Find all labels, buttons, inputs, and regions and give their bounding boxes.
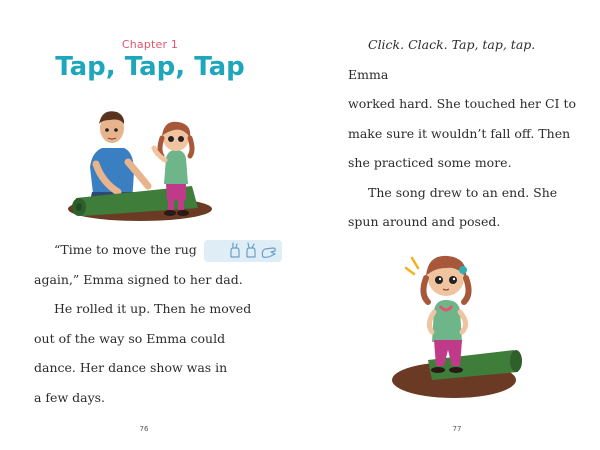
text-line: spun around and posed. — [348, 214, 501, 229]
text-line: a few days. — [34, 389, 106, 405]
page-number: 76 — [139, 425, 149, 433]
paragraph — [348, 30, 578, 178]
chapter-label: Chapter 1 — [121, 38, 179, 51]
page-number: 77 — [452, 425, 462, 433]
text-line: she practiced some more. — [348, 155, 512, 170]
text-line: dance. Her dance show was in — [34, 360, 228, 375]
paragraph — [34, 294, 284, 412]
chapter-title: Tap, Tap, Tap — [55, 52, 245, 82]
emma-posing-illustration — [388, 240, 528, 410]
right-page-text-block — [348, 30, 578, 237]
text-line: make sure it wouldn’t fall off. Then — [348, 125, 571, 141]
left-page-text — [34, 235, 284, 412]
paragraph — [34, 235, 284, 294]
asl-hand-signs-icon — [204, 240, 282, 262]
sound-effect-text: Click. Clack. Tap, tap, tap. — [368, 37, 536, 52]
text-line: out of the way so Emma could — [34, 330, 226, 346]
text-line: He rolled it up. Then he moved — [54, 301, 252, 316]
text-line: “Time to move the rug — [54, 242, 197, 257]
text-line: The song drew to an end. She — [368, 184, 558, 200]
paragraph — [348, 178, 578, 237]
text-line: worked hard. She touched her CI to — [348, 96, 577, 111]
text-line: Emma — [348, 66, 389, 82]
text-line: again,” Emma signed to her dad. — [34, 271, 243, 287]
dad-and-emma-rolling-rug-illustration — [62, 92, 222, 224]
